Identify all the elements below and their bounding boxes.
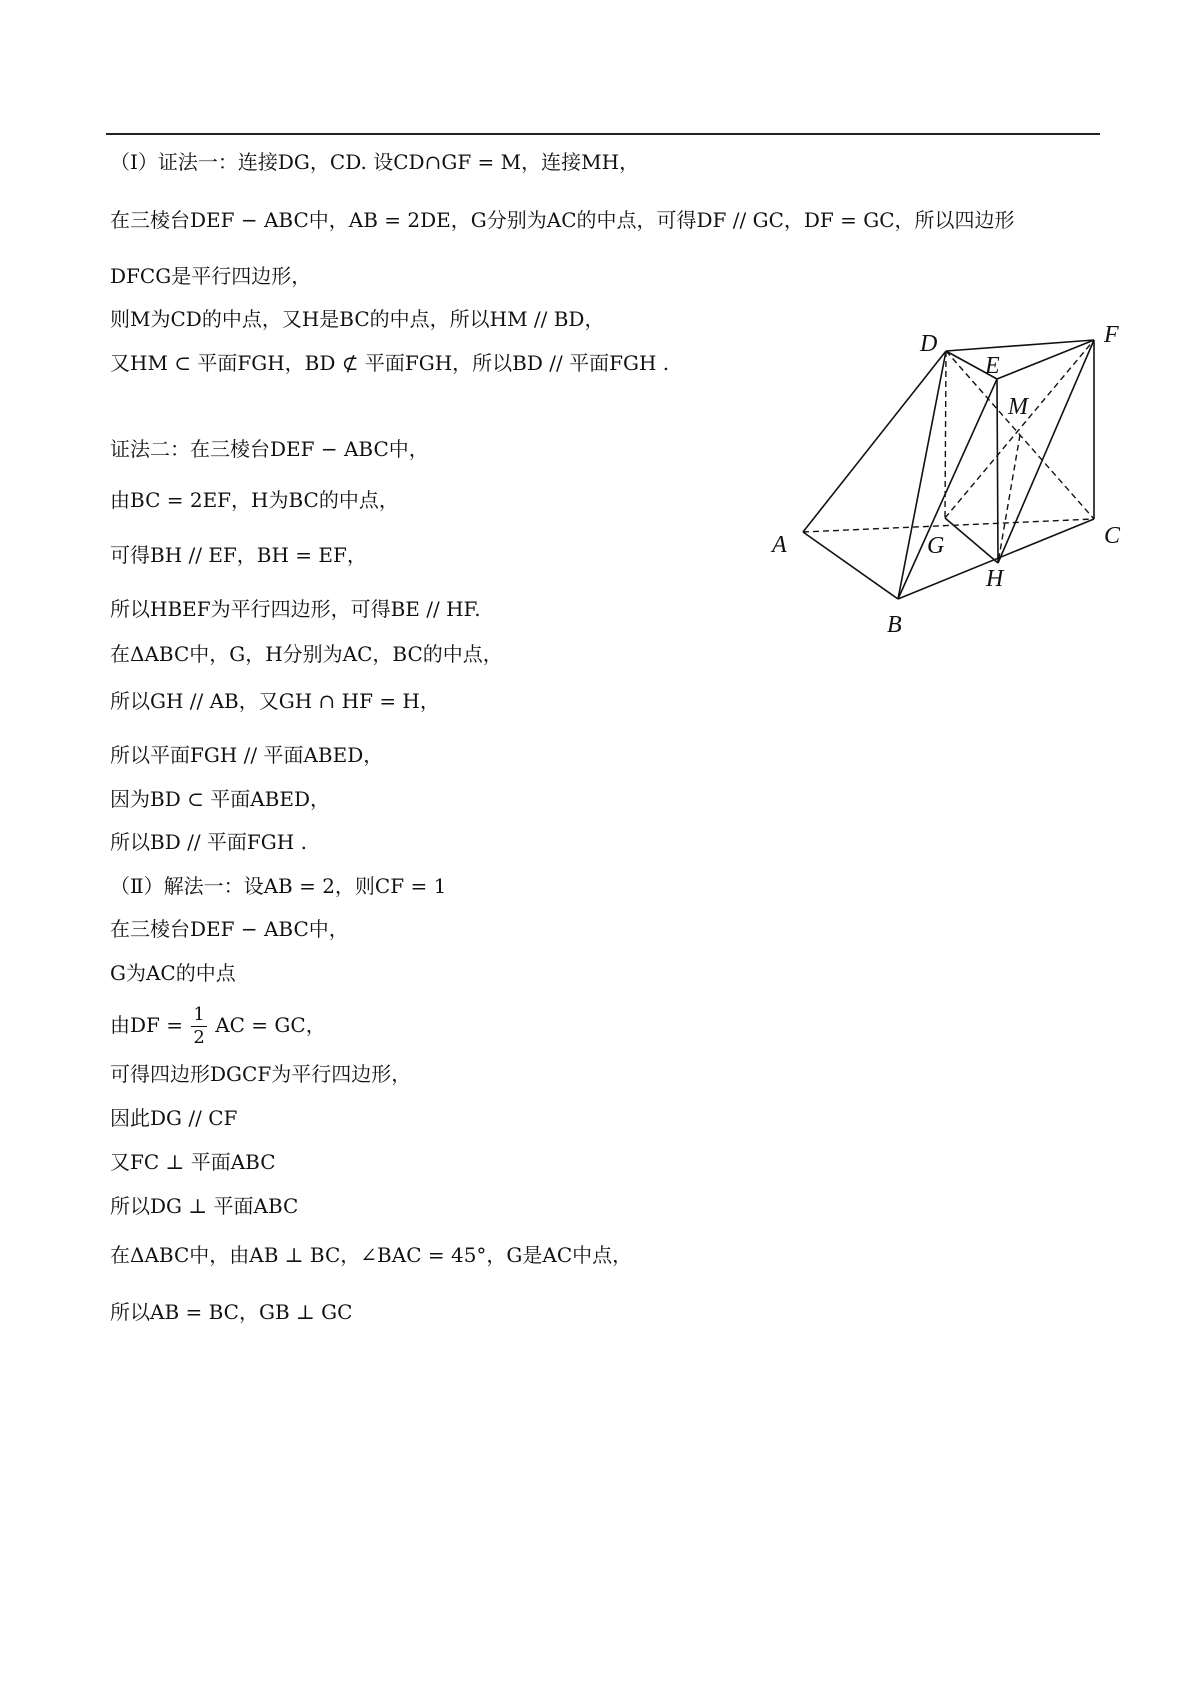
part2-line-9: 所以AB = BC，GB ⊥ GC	[110, 1300, 353, 1324]
edge-DG	[945, 351, 946, 518]
proof1-line-3: 则M为CD的中点，又H是BC的中点，所以HM // BD，	[110, 307, 605, 331]
prism-figure	[755, 318, 1135, 640]
label-F: F	[1104, 322, 1119, 348]
proof2-line-2: 可得BH // EF，BH = EF，	[110, 543, 367, 567]
part2-line-3-suffix: AC = GC，	[215, 1013, 326, 1037]
part2-intro: （Ⅱ）解法一：设AB = 2，则CF = 1	[110, 874, 447, 898]
label-C: C	[1104, 523, 1121, 549]
edge-MH	[998, 435, 1020, 563]
edge-DB	[898, 351, 946, 599]
fraction-numerator: 1	[193, 1004, 205, 1025]
label-H: H	[986, 566, 1004, 592]
edge-AB	[803, 532, 898, 599]
part2-line-4: 可得四边形DGCF为平行四边形，	[110, 1062, 412, 1086]
proof2-line-6: 所以平面FGH // 平面ABED，	[110, 743, 384, 767]
proof1-intro: （Ⅰ）证法一：连接DG，CD. 设CD∩GF = M，连接MH，	[110, 150, 640, 174]
label-B: B	[887, 612, 902, 638]
fraction-denominator: 2	[193, 1027, 205, 1048]
part2-line-3-prefix: 由DF =	[110, 1013, 184, 1037]
fraction-one-half	[191, 1004, 206, 1049]
part2-line-5: 因此DG // CF	[110, 1106, 238, 1130]
proof2-line-5: 所以GH // AB，又GH ∩ HF = H，	[110, 689, 440, 713]
part2-line-1: 在三棱台DEF − ABC中，	[110, 917, 349, 941]
proof1-line-4: 又HM ⊂ 平面FGH，BD ⊄ 平面FGH，所以BD // 平面FGH .	[110, 351, 670, 375]
proof2-line-3: 所以HBEF为平行四边形，可得BE // HF.	[110, 597, 481, 621]
proof2-line-4: 在ΔABC中，G，H分别为AC，BC的中点，	[110, 642, 503, 666]
label-E: E	[985, 353, 1000, 379]
label-G: G	[927, 533, 945, 559]
edge-EH	[997, 379, 998, 563]
part2-line-8: 在ΔABC中，由AB ⊥ BC，∠BAC = 45°，G是AC中点，	[110, 1243, 633, 1267]
part2-line-2: G为AC的中点	[110, 961, 236, 985]
proof2-intro: 证法二：在三棱台DEF − ABC中，	[110, 437, 429, 461]
proof2-line-1: 由BC = 2EF，H为BC的中点，	[110, 488, 399, 512]
part2-line-7: 所以DG ⊥ 平面ABC	[110, 1194, 299, 1218]
proof2-line-7: 因为BD ⊂ 平面ABED，	[110, 787, 330, 811]
part2-line-3	[110, 1004, 326, 1049]
proof2-line-8: 所以BD // 平面FGH .	[110, 830, 307, 854]
proof1-line-1: 在三棱台DEF − ABC中，AB = 2DE，G分别为AC的中点，可得DF // GC，DF = GC，所以四边形	[110, 208, 1015, 232]
label-A: A	[772, 532, 787, 558]
edge-GF	[945, 340, 1094, 518]
label-M: M	[1008, 394, 1028, 420]
proof1-line-2: DFCG是平行四边形，	[110, 264, 312, 288]
edge-EB	[898, 379, 997, 599]
edge-AD	[803, 351, 946, 532]
label-D: D	[920, 331, 938, 357]
part2-line-6: 又FC ⊥ 平面ABC	[110, 1150, 276, 1174]
header-rule	[106, 133, 1100, 135]
